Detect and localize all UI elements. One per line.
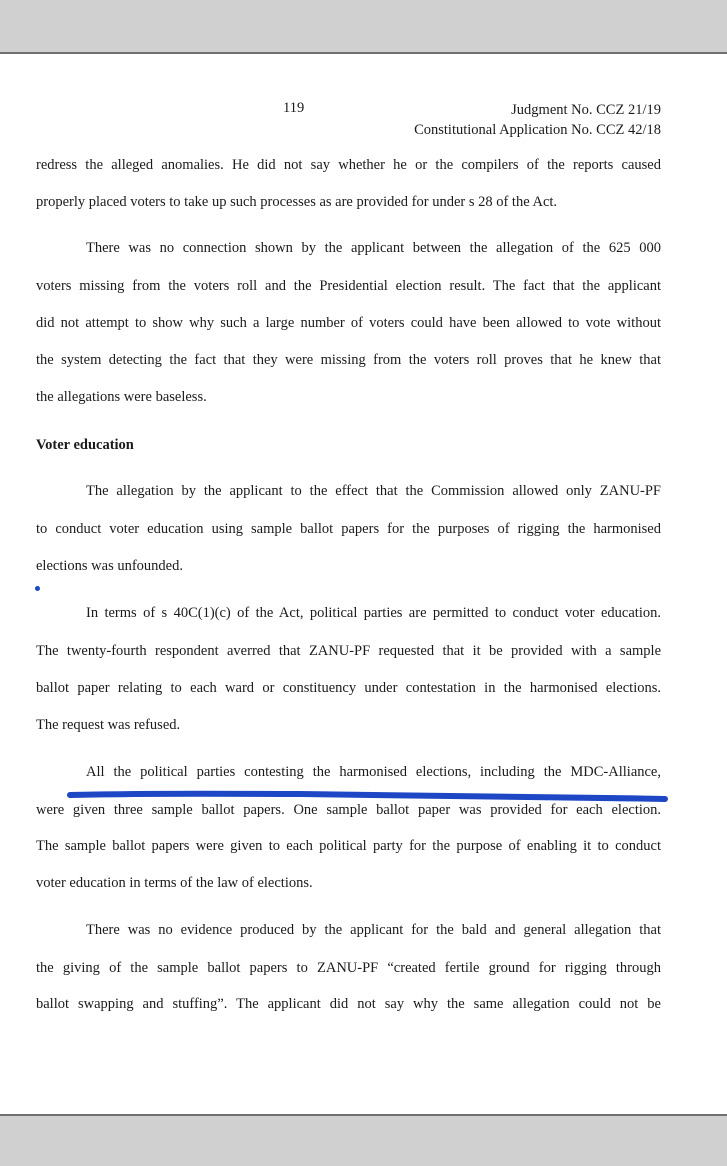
body-line: the allegations were baseless. — [36, 389, 207, 405]
body-line: The sample ballot papers were given to each political party for the purpose of enabling it to conduct — [36, 838, 661, 854]
application-number: Constitutional Application No. CCZ 42/18 — [414, 122, 661, 138]
paragraph-start: The allegation by the applicant to the effect that the Commission allowed only ZANU-PF — [86, 483, 661, 499]
body-line: did not attempt to show why such a large number of voters could have been allowed to vote without — [36, 315, 661, 331]
body-line: elections was unfounded. — [36, 558, 183, 574]
viewer-bottom-bar — [0, 1114, 727, 1166]
page-number: 119 — [283, 100, 305, 116]
paragraph-start: In terms of s 40C(1)(c) of the Act, political parties are permitted to conduct voter education. — [86, 605, 661, 621]
paragraph-start: There was no connection shown by the applicant between the allegation of the 625 000 — [86, 240, 661, 256]
section-heading: Voter education — [36, 437, 134, 453]
judgment-number: Judgment No. CCZ 21/19 — [511, 102, 661, 118]
body-line: voter education in terms of the law of elections. — [36, 875, 313, 891]
body-line: The request was refused. — [36, 717, 181, 733]
viewer-top-bar — [0, 0, 727, 54]
document-page — [0, 54, 727, 1114]
body-line: the giving of the sample ballot papers to ZANU-PF “created fertile ground for rigging through — [36, 960, 661, 976]
paragraph-start: All the political parties contesting the harmonised elections, including the MDC-Alliance, — [86, 764, 661, 780]
body-line: the system detecting the fact that they were missing from the voters roll proves that he knew that — [36, 352, 661, 368]
body-line: ballot swapping and stuffing”. The applicant did not say why the same allegation could not be — [36, 996, 661, 1012]
body-line: to conduct voter education using sample ballot papers for the purposes of rigging the harmonised — [36, 521, 661, 537]
body-line: voters missing from the voters roll and the Presidential election result. The fact that the applicant — [36, 278, 661, 294]
underlined-line: were given three sample ballot papers. One sample ballot paper was provided for each election. — [36, 802, 661, 818]
body-line: redress the alleged anomalies. He did not say whether he or the compilers of the reports caused — [36, 157, 661, 173]
stray-pen-dot — [35, 586, 40, 591]
body-line: properly placed voters to take up such processes as are provided for under s 28 of the Act. — [36, 194, 558, 210]
body-line: The twenty-fourth respondent averred that ZANU-PF requested that it be provided with a sample — [36, 643, 661, 659]
pen-underline-mark — [0, 54, 727, 1114]
body-line: ballot paper relating to each ward or constituency under contestation in the harmonised elections. — [36, 680, 661, 696]
paragraph-start: There was no evidence produced by the applicant for the bald and general allegation that — [86, 922, 661, 938]
case-reference-header — [414, 100, 661, 140]
